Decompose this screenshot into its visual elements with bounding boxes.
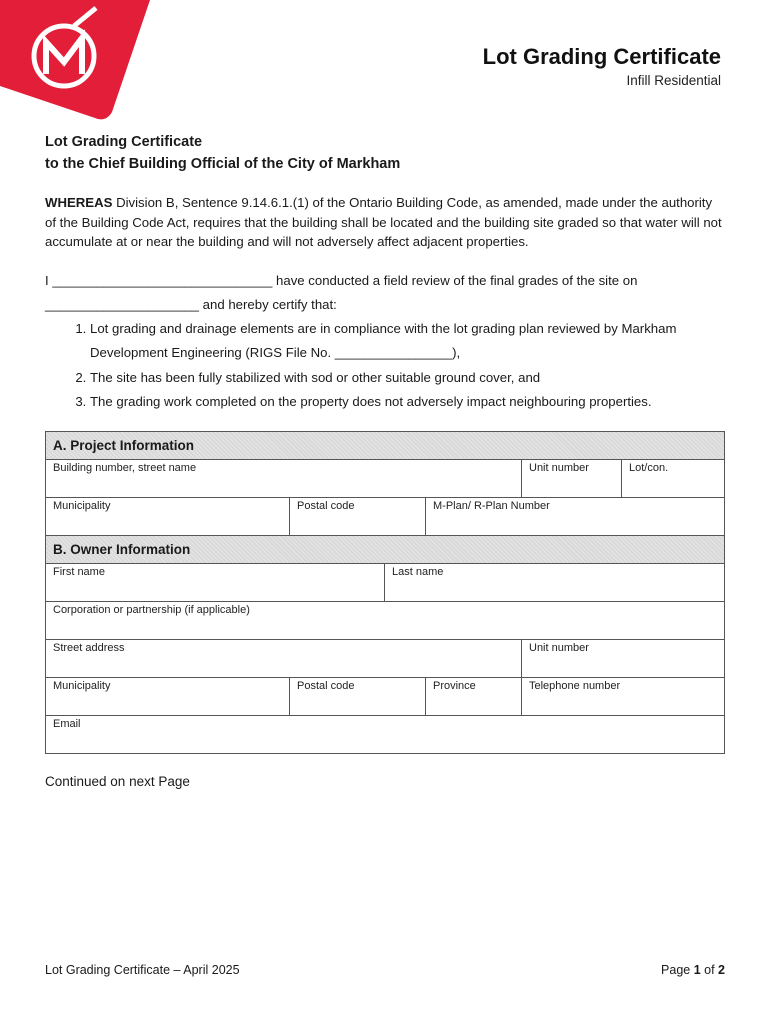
owner-unit-field[interactable]: Unit number [529, 641, 589, 654]
table-row [46, 498, 724, 536]
form-body [45, 131, 725, 789]
heading-line-2: to the Chief Building Official of the City of Markham [45, 156, 401, 172]
of-label: of [700, 963, 719, 977]
page-number: 1 [693, 963, 701, 977]
telephone-field[interactable]: Telephone number [529, 679, 621, 692]
section-a-header: A. Project Information [46, 432, 724, 460]
email-field[interactable]: Email [53, 717, 81, 730]
owner-municipality-field[interactable]: Municipality [46, 678, 290, 715]
owner-postal-field[interactable]: Postal code [290, 678, 426, 715]
list-item: 1. Lot grading and drainage elements are in compliance with the lot grading plan reviewed by Markham Development Engineering (RIGS File No. ________________), [90, 317, 725, 366]
project-postal-field[interactable]: Postal code [290, 498, 426, 535]
table-row [46, 564, 724, 602]
mplan-field[interactable]: M-Plan/ R-Plan Number [433, 499, 550, 512]
table-row [46, 460, 724, 498]
page-label: Page [661, 963, 694, 977]
corporation-field[interactable]: Corporation or partnership (if applicable) [53, 603, 250, 616]
document-title: Lot Grading Certificate [482, 44, 721, 69]
markham-logo [0, 0, 150, 120]
continued-note: Continued on next Page [45, 773, 190, 789]
certification-list [45, 317, 725, 415]
project-municipality-field[interactable]: Municipality [46, 498, 290, 535]
building-street-field[interactable]: Building number, street name [46, 460, 522, 497]
first-name-field[interactable]: First name [46, 564, 385, 601]
certify-line-1[interactable]: I ______________________________ have conducted a field review of the final grades of the site on [45, 272, 638, 288]
certify-statement [45, 269, 725, 317]
province-field[interactable]: Province [426, 678, 522, 715]
street-address-field[interactable]: Street address [46, 640, 522, 677]
page-indicator [661, 963, 725, 977]
whereas-lead: WHEREAS [45, 195, 113, 210]
whereas-text: Division B, Sentence 9.14.6.1.(1) of the Ontario Building Code, as amended, made under the authority of the Building Code Act, requires that the building shall be located and the building site graded so that water will not accumulate at or near the building and will not adversely affect adjacent properties. [45, 195, 722, 249]
table-row [46, 640, 724, 678]
last-name-field[interactable]: Last name [392, 565, 444, 578]
section-b-header: B. Owner Information [46, 536, 724, 564]
footer-doc-date: Lot Grading Certificate – April 2025 [45, 963, 240, 977]
table-row [46, 716, 724, 753]
table-row [46, 602, 724, 640]
information-table [45, 431, 725, 754]
list-item: 2. The site has been fully stabilized with sod or other suitable ground cover, and [90, 366, 725, 391]
page-total: 2 [718, 963, 725, 977]
heading-line-1: Lot Grading Certificate [45, 134, 203, 150]
lot-con-field[interactable]: Lot/con. [629, 461, 669, 474]
list-item: 3. The grading work completed on the property does not adversely impact neighbouring properties. [90, 390, 725, 415]
document-subtitle: Infill Residential [626, 73, 721, 88]
table-row [46, 678, 724, 716]
certify-line-2[interactable]: _____________________ and hereby certify that: [45, 296, 337, 312]
project-unit-field[interactable]: Unit number [522, 460, 622, 497]
whereas-paragraph [45, 193, 725, 252]
